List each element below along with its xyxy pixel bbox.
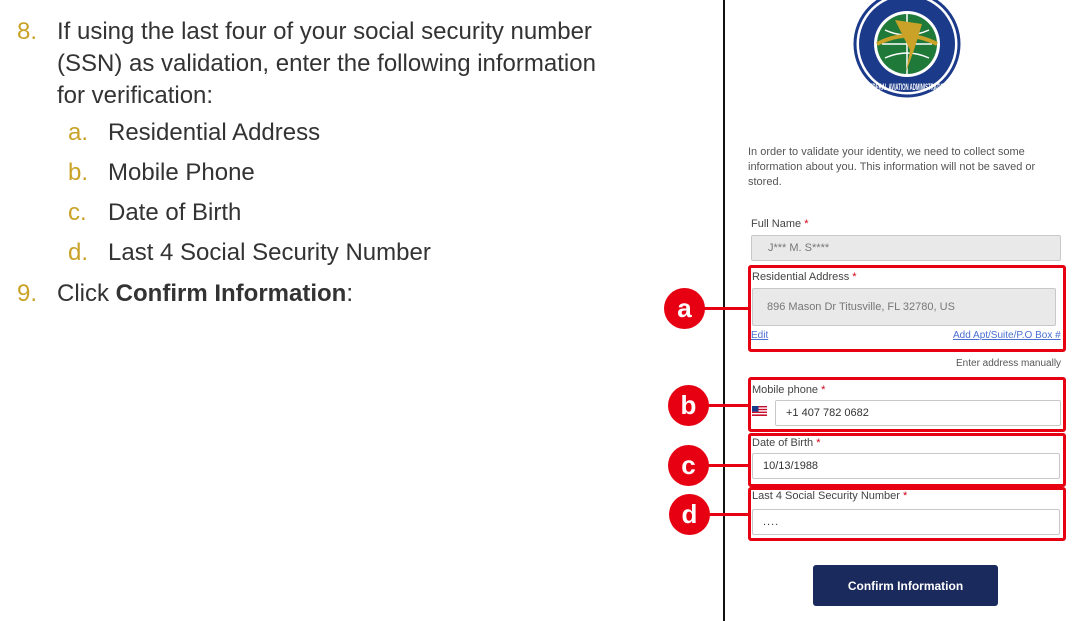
subitem-d-text: Last 4 Social Security Number <box>108 239 431 266</box>
required-marker: * <box>903 490 908 502</box>
step-8 <box>17 16 657 112</box>
mobile-phone-label-text: Mobile phone <box>752 384 819 396</box>
faa-seal-icon <box>852 0 962 98</box>
address-value: 896 Mason Dr Titusville, FL 32780, US <box>767 301 955 313</box>
mobile-phone-value: +1 407 782 0682 <box>786 407 869 419</box>
subitem-a <box>68 118 321 148</box>
subitem-a-text: Residential Address <box>108 119 321 146</box>
ssn-value: .... <box>763 516 780 528</box>
add-apt-link[interactable]: Add Apt/Suite/P.O Box # <box>953 330 1061 341</box>
full-name-label-text: Full Name <box>751 218 802 230</box>
subitem-b-letter: b. <box>68 159 89 186</box>
full-name-label <box>751 218 808 230</box>
edit-address-link[interactable]: Edit <box>751 330 769 341</box>
required-marker: * <box>804 218 809 230</box>
subitem-b-text: Mobile Phone <box>108 159 255 186</box>
full-name-value: J*** M. S**** <box>768 242 830 254</box>
subitem-c-letter: c. <box>68 199 87 226</box>
required-marker: * <box>852 271 857 283</box>
subitem-a-letter: a. <box>68 119 89 146</box>
callout-badge-c: c <box>668 445 709 486</box>
step-8-line-1: If using the last four of your social security number <box>57 18 592 45</box>
step-9-number: 9. <box>17 280 38 307</box>
step-8-line-2: (SSN) as validation, enter the following information <box>57 50 596 77</box>
step-9-bold: Confirm Information <box>115 280 347 307</box>
highlight-box-c <box>748 433 1066 487</box>
callout-badge-d: d <box>669 494 710 535</box>
panel-divider <box>723 0 725 621</box>
subitem-c-text: Date of Birth <box>108 199 242 226</box>
enter-address-manually-link[interactable]: Enter address manually <box>956 358 1062 369</box>
callout-connector-b <box>708 404 750 407</box>
address-label-text: Residential Address <box>752 271 850 283</box>
dob-value: 10/13/1988 <box>763 460 819 472</box>
full-name-field <box>751 235 1061 261</box>
required-marker: * <box>821 384 826 396</box>
step-8-line-3: for verification: <box>57 82 214 109</box>
callout-connector-d <box>709 513 750 516</box>
step-9-suffix: : <box>346 280 353 307</box>
highlight-box-a <box>748 265 1066 352</box>
callout-connector-c <box>708 464 750 467</box>
seal-text: FEDERAL AVIATION ADMINISTRATION <box>867 82 947 92</box>
callout-badge-a: a <box>664 288 705 329</box>
step-8-number: 8. <box>17 18 38 45</box>
highlight-box-b <box>748 377 1066 432</box>
ssn-label-text: Last 4 Social Security Number <box>752 490 900 502</box>
step-9 <box>17 278 353 310</box>
subitem-d <box>68 238 431 268</box>
required-marker: * <box>816 437 821 449</box>
step-9-prefix: Click <box>57 280 116 307</box>
subitem-c <box>68 198 242 228</box>
dob-label-text: Date of Birth <box>752 437 814 449</box>
subitem-d-letter: d. <box>68 239 89 266</box>
intro-text: In order to validate your identity, we need to collect some information about you. This information will not be saved or stored. <box>748 146 1036 188</box>
callout-connector-a <box>704 307 750 310</box>
subitem-b <box>68 158 255 188</box>
confirm-information-button[interactable]: Confirm Information <box>813 565 998 606</box>
callout-badge-b: b <box>668 385 709 426</box>
highlight-box-d <box>748 487 1066 541</box>
